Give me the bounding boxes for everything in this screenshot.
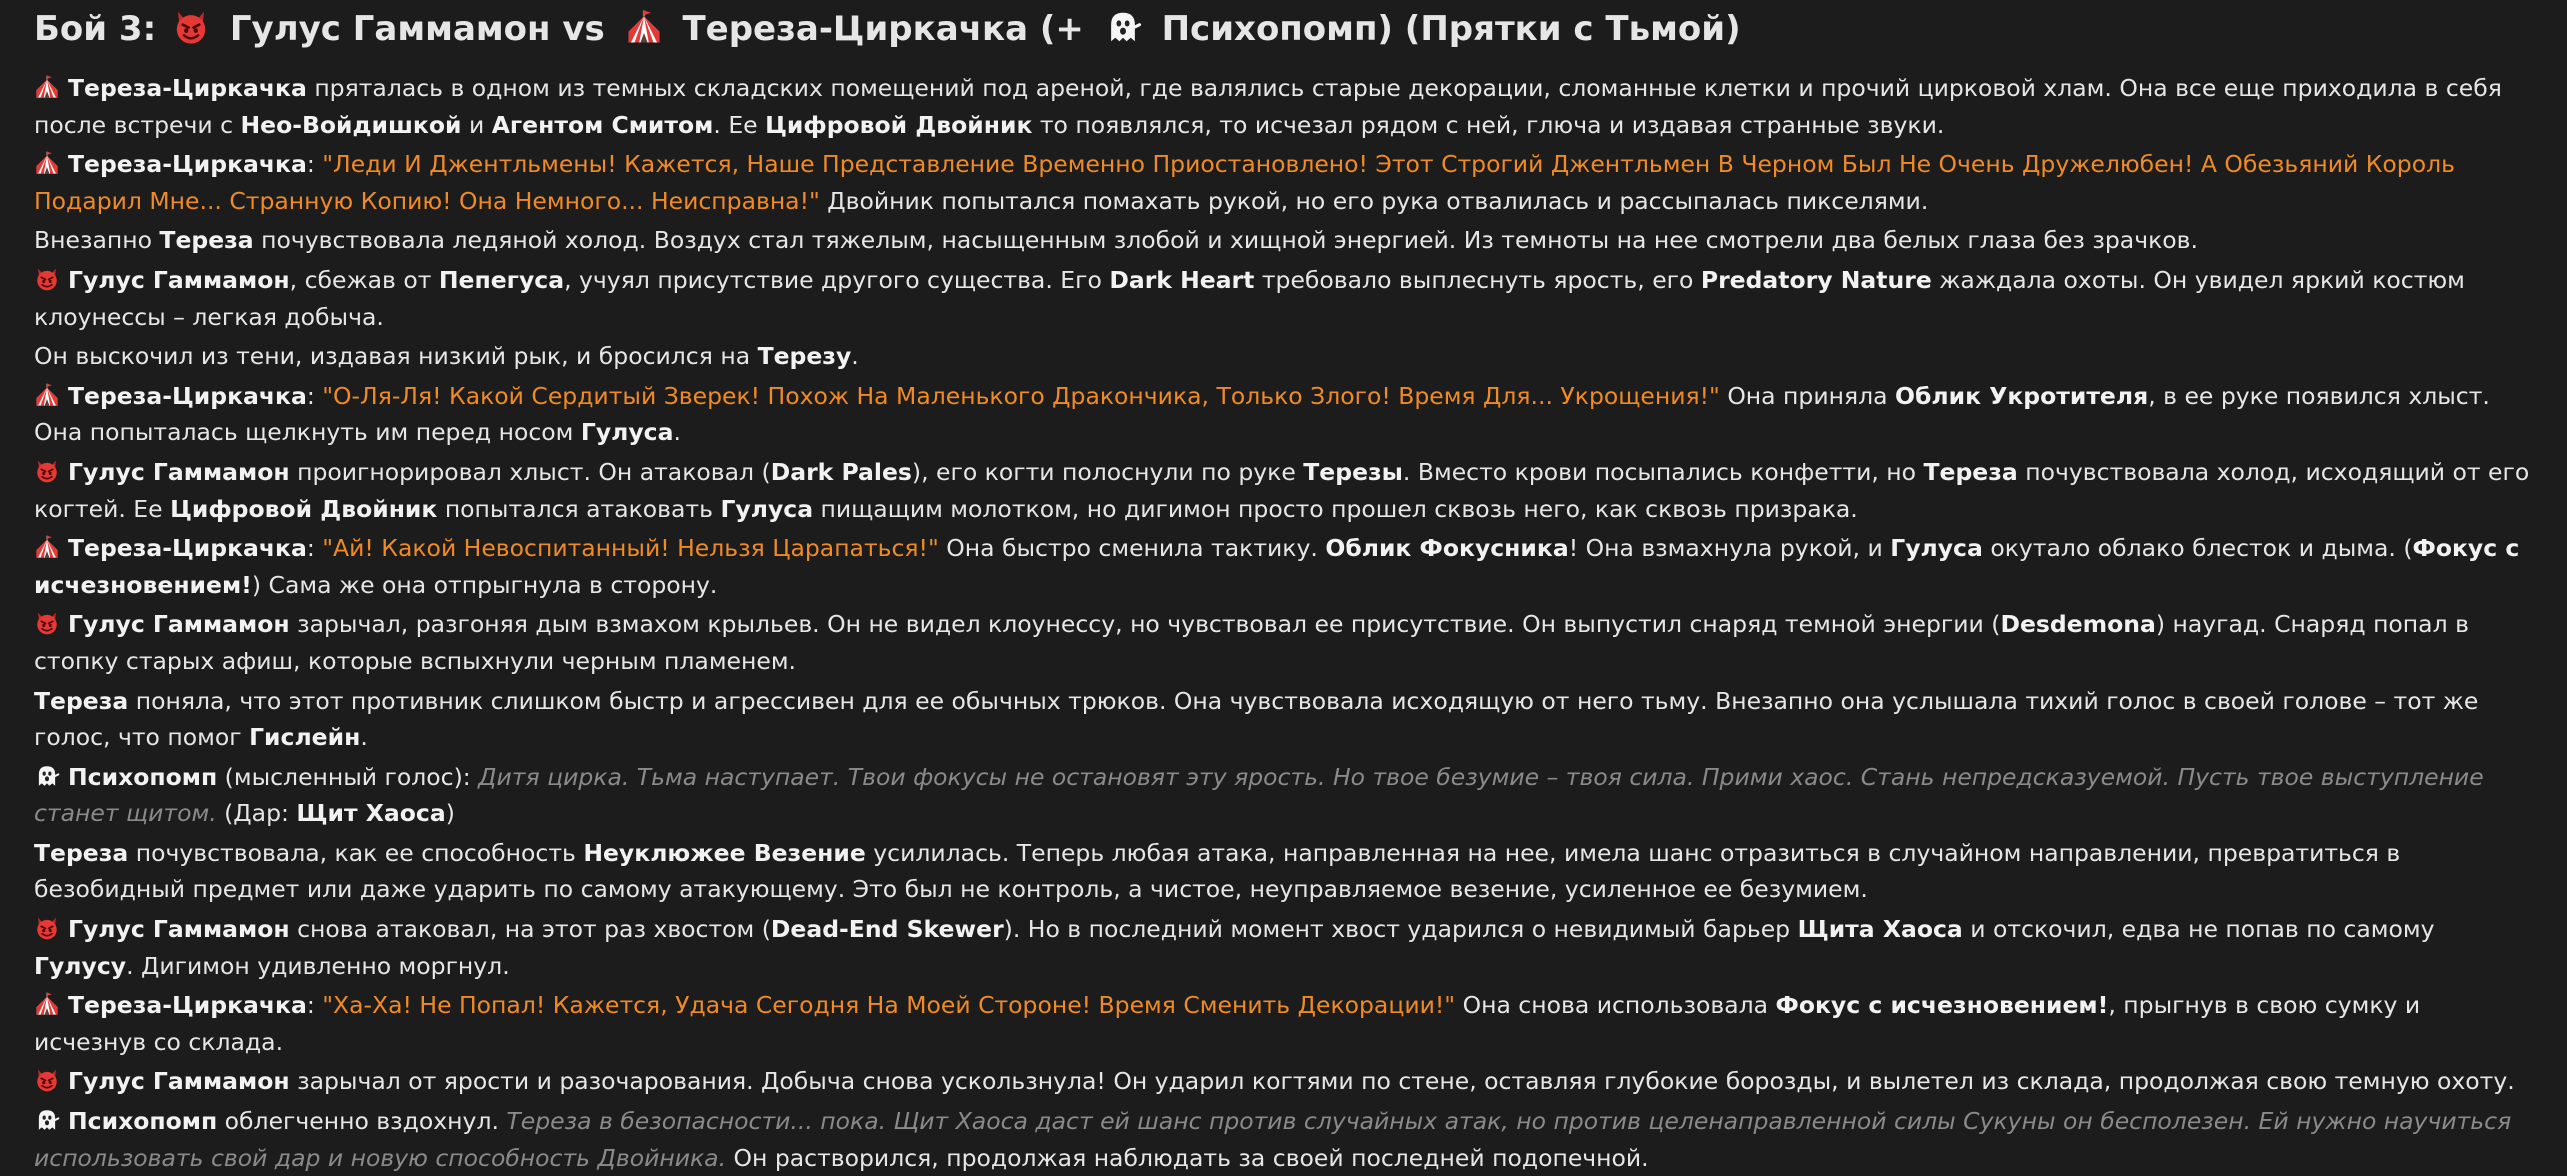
bold-text: Щита Хаоса [1797, 915, 1963, 944]
text: поняла, что этот противник слишком быстр и агрессивен для ее обычных трюков. Она чувствовала исходящую от него тьму. Внезапно она услышала тихий голос в своей голове – тот же голос, что помог [34, 686, 2479, 752]
quote-text: "Ха-Ха! Не Попал! Кажется, Удача Сегодня На Моей Стороне! Время Сменить Декорации!" [322, 991, 1456, 1020]
thought-text: Дитя цирка. Тьма наступает. Твои фокусы не остановят эту ярость. Но твое безумие – твоя сила. Прими хаос. Стань непредсказуемой. Пусть твое выступление станет щитом. [34, 762, 2484, 828]
text: облегченно вздохнул. [217, 1107, 507, 1136]
text: и отскочил, едва не попав по самому [1962, 915, 2435, 944]
bold-text: Терезы [1303, 457, 1403, 486]
text: Внезапно [34, 226, 160, 255]
text: : [306, 534, 323, 563]
bold-text: Тереза [1923, 457, 2018, 486]
thought-text: Тереза в безопасности... пока. Щит Хаоса даст ей шанс против случайных атак, но против целенаправленной силы Сукуны он бесполезен. Ей нужно научиться использовать свой дар и новую способность Двойника. [34, 1107, 2512, 1172]
speaker-name: Тереза-Циркачка [68, 381, 307, 410]
text: зарычал от ярости и разочарования. Добыча снова ускользнула! Он ударил когтями по стене, оставляя глубокие борозды, и вылетел из склада, продолжая свою темную охоту. [289, 1067, 2515, 1096]
paragraph-9 [34, 606, 2533, 679]
circus-tent-icon [34, 150, 60, 176]
text: почувствовала ледяной холод. Воздух стал тяжелым, насыщенным злобой и хищной энергией. Из темноты на нее смотрели два белых глаза без зрачков. [253, 226, 2198, 255]
bold-text: Неуклюжее Везение [583, 838, 866, 867]
paragraph-1 [34, 70, 2533, 143]
paragraph-4 [34, 262, 2533, 335]
bold-text: Гулуса [1890, 534, 1983, 563]
circus-tent-icon [34, 534, 60, 560]
text: ) [445, 799, 455, 828]
quote-text: "Леди И Джентльмены! Кажется, Наше Представление Временно Приостановлено! Этот Строгий Джентльмен В Черном Был Не Очень Дружелюбен! А Обезьяний Король Подарил Мне... Странную Копию! Она Немного... Неисправна!" [34, 150, 2455, 215]
title-prefix: Бой 3: [34, 9, 157, 49]
bold-text: Гулуса [720, 494, 814, 523]
text: Он выскочил из тени, издавая низкий рык, и бросился на [34, 342, 758, 371]
speaker-name: Психопомп [68, 762, 218, 791]
paragraph-12 [34, 835, 2533, 908]
ghost-icon [34, 1107, 60, 1133]
paragraph-13 [34, 911, 2533, 984]
paragraph-16 [34, 1103, 2533, 1176]
smiling-devil-icon [172, 8, 210, 46]
paragraph-5 [34, 338, 2533, 375]
bold-text: Тереза [159, 226, 254, 255]
text: Он растворился, продолжая наблюдать за своей последней подопечной. [726, 1143, 1649, 1172]
speaker-name: Гулус Гаммамон [68, 265, 290, 294]
speaker-name: Тереза-Циркачка [68, 534, 307, 563]
text: пряталась в одном из темных складских помещений под ареной, где валялись старые декорации, сломанные клетки и прочий цирковой хлам. Она все еще приходила в себя после встречи с [34, 74, 2502, 139]
text: пищащим молотком, но дигимон просто прошел сквозь него, как сквозь призрака. [813, 494, 1858, 523]
text: , сбежав от [289, 265, 439, 294]
text: ) Сама же она отпрыгнула в сторону. [251, 570, 718, 599]
text: жаждала охоты. Он увидел яркий костюм клоунессы – легкая добыча. [34, 265, 2465, 331]
quote-text: "Ай! Какой Невоспитанный! Нельзя Царапаться!" [322, 534, 939, 563]
bold-text: Гулуса [580, 418, 674, 447]
smiling-devil-icon [34, 266, 60, 292]
text: . [673, 418, 681, 447]
page-title [34, 6, 2533, 52]
text: : [306, 381, 323, 410]
smiling-devil-icon [34, 458, 60, 484]
text: Она приняла [1719, 381, 1895, 410]
paragraph-8 [34, 530, 2533, 603]
text: , в ее руке появился хлыст. Она попыталась щелкнуть им перед носом [34, 381, 2490, 447]
bold-text: Desdemona [2000, 610, 2156, 639]
bold-text: Фокус с исчезновением! [34, 534, 2520, 599]
bold-text: Predatory Nature [1700, 265, 1932, 294]
bold-text: Облик Фокусника [1325, 534, 1569, 563]
text: зарычал, разгоняя дым взмахом крыльев. Он не видел клоунессу, но чувствовал ее присутствие. Он выпустил снаряд темной энергии ( [289, 610, 2001, 639]
bold-text: Фокус с исчезновением! [1775, 991, 2109, 1020]
paragraph-6 [34, 378, 2533, 451]
bold-text: Dark Pales [770, 457, 912, 486]
bold-text: Агентом Смитом [491, 110, 714, 139]
text: и [461, 110, 492, 139]
paragraph-10 [34, 683, 2533, 756]
bold-text: Облик Укротителя [1895, 381, 2149, 410]
bold-text: Гулусу [34, 951, 127, 980]
paragraph-11 [34, 759, 2533, 832]
speaker-name: Тереза-Циркачка [68, 74, 307, 102]
bold-text: Щит Хаоса [296, 799, 446, 828]
title-suffix: Психопомп) (Прятки с Тьмой) [1161, 9, 1741, 49]
ghost-icon [34, 763, 60, 789]
speaker-name: Тереза-Циркачка [68, 991, 307, 1020]
text: ) наугад. Снаряд попал в стопку старых афиш, которые вспыхнули черным пламенем. [34, 610, 2469, 675]
paragraph-3 [34, 222, 2533, 259]
bold-text: Гислейн [249, 723, 361, 752]
speaker-name: Гулус Гаммамон [68, 915, 290, 944]
circus-tent-icon [34, 382, 60, 408]
paragraph-15 [34, 1063, 2533, 1100]
text: , прыгнув в свою сумку и исчезнув со склада. [34, 991, 2421, 1056]
circus-tent-icon [34, 74, 60, 100]
speaker-name: Гулус Гаммамон [68, 457, 290, 486]
smiling-devil-icon [34, 610, 60, 636]
smiling-devil-icon [34, 1067, 60, 1093]
text: : [306, 991, 323, 1020]
bold-text: Тереза [34, 838, 129, 867]
quote-text: "О-Ля-Ля! Какой Сердитый Зверек! Похож На Маленького Дракончика, Только Злого! Время Для... Укрощения!" [322, 381, 1720, 410]
ghost-icon [1104, 8, 1142, 46]
bold-text: Тереза [34, 686, 129, 715]
text: Она снова использовала [1455, 991, 1776, 1020]
text: Двойник попытался помахать рукой, но его рука отвалилась и рассыпалась пикселями. [819, 186, 1929, 215]
bold-text: Терезу [757, 342, 852, 371]
text: проигнорировал хлыст. Он атаковал ( [289, 457, 771, 486]
paragraph-7 [34, 454, 2533, 527]
title-fighter-2: Тереза-Циркачка (+ [682, 9, 1084, 49]
text: ). Но в последний момент хвост ударился о невидимый барьер [1003, 915, 1798, 944]
smiling-devil-icon [34, 915, 60, 941]
text: . [360, 723, 368, 752]
text: почувствовала холод, исходящий от его когтей. Ее [34, 457, 2530, 523]
text: Она быстро сменила тактику. [938, 534, 1326, 563]
text: требовало выплеснуть ярость, его [1254, 265, 1701, 294]
paragraph-14 [34, 987, 2533, 1060]
text: , учуял присутствие другого существа. Его [564, 265, 1110, 294]
bold-text: Dead-End Skewer [770, 915, 1004, 944]
speaker-name: Гулус Гаммамон [68, 1067, 290, 1096]
text: почувствовала, как ее способность [128, 838, 584, 867]
text: то появлялся, то исчезал рядом с ней, глюча и издавая странные звуки. [1032, 110, 1945, 139]
title-fighter-1: Гулус Гаммамон vs [229, 9, 605, 49]
text: окутало облако блесток и дыма. ( [1982, 534, 2413, 563]
speaker-name: Тереза-Циркачка [68, 150, 307, 179]
text: ! Она взмахнула рукой, и [1568, 534, 1891, 563]
bold-text: Цифровой Двойник [765, 110, 1033, 139]
bold-text: Нео-Войдишкой [240, 110, 462, 139]
circus-tent-icon [625, 8, 663, 46]
text: снова атаковал, на этот раз хвостом ( [289, 915, 771, 944]
bold-text: Цифровой Двойник [170, 494, 438, 523]
text: : [306, 150, 323, 179]
speaker-name: Психопомп [68, 1107, 218, 1136]
speaker-name: Гулус Гаммамон [68, 610, 290, 639]
circus-tent-icon [34, 991, 60, 1017]
bold-text: Пепегуса [438, 265, 565, 294]
text: (Дар: [216, 799, 297, 828]
paragraph-2 [34, 146, 2533, 219]
text: (мысленный голос): [217, 762, 479, 791]
bold-text: Dark Heart [1109, 265, 1255, 294]
text: . Дигимон удивленно моргнул. [126, 951, 510, 980]
text: . [851, 342, 859, 371]
text: ), его когти полоснули по руке [911, 457, 1304, 486]
text: попытался атаковать [437, 494, 721, 523]
text: усилилась. Теперь любая атака, направленная на нее, имела шанс отразиться в случайном направлении, превратиться в безобидный предмет или даже ударить по самому атакующему. Это был не контроль, а чистое, неуправляемое везение, усиленное ее безумием. [34, 838, 2401, 904]
text: . Ее [713, 110, 766, 139]
text: . Вместо крови посыпались конфетти, но [1402, 457, 1924, 486]
